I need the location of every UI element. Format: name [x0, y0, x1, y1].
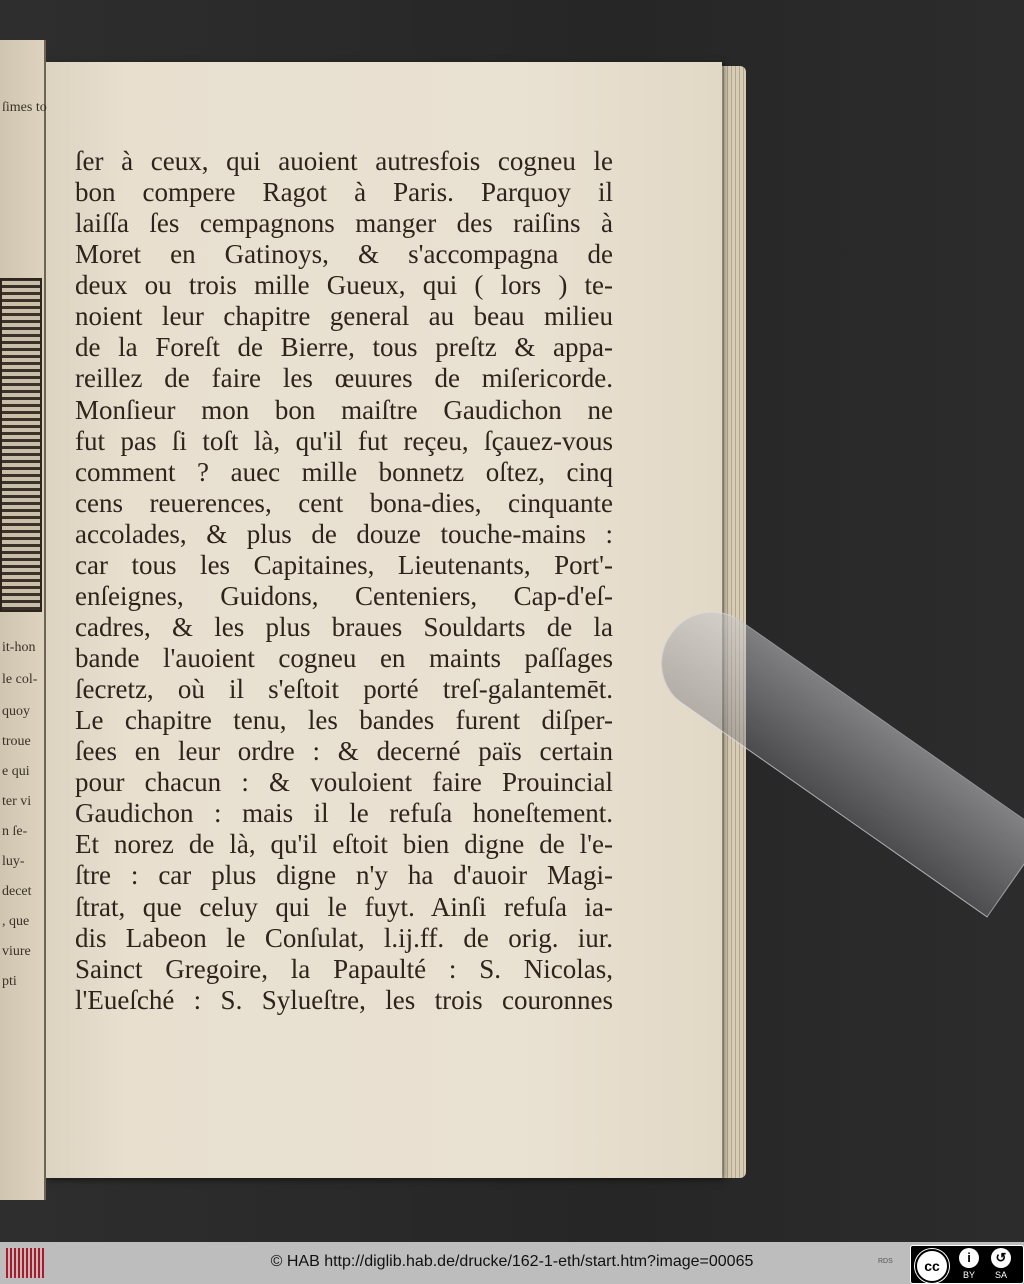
- text-line: bon compere Ragot à Paris. Parquoy il: [75, 177, 613, 208]
- left-fragment: pti: [2, 974, 17, 989]
- text-line: bande l'auoient cogneu en maints paſſages: [75, 643, 613, 673]
- rds-label: RDS: [878, 1258, 893, 1265]
- left-fragment: decet: [2, 884, 32, 899]
- left-fragment: quoy: [2, 704, 30, 719]
- text-line: noient leur chapitre general au beau milieu: [75, 301, 613, 332]
- left-fragment: , que: [2, 914, 30, 929]
- text-line: Gaudichon : mais il le refuſa honeſtement.: [75, 798, 613, 829]
- by-label: BY: [963, 1270, 976, 1280]
- left-fragment: ſimes to: [2, 100, 47, 115]
- text-line: dis Labeon le Conſulat, l.ij.ff. de orig. iur.: [75, 922, 613, 953]
- text-line: Le chapitre tenu, les bandes furent diſper-: [75, 705, 613, 736]
- page-text: [75, 146, 613, 1016]
- woodcut-illustration: [0, 278, 42, 612]
- sa-icon: ↺: [991, 1248, 1011, 1268]
- text-line: accolades, & plus de douze touche-mains :: [75, 518, 613, 549]
- left-fragment: luy-: [2, 854, 25, 869]
- left-fragment: le col-: [2, 672, 38, 687]
- text-line: ſtre : car plus digne n'y ha d'auoir Magi-: [75, 860, 613, 891]
- footer-bar: [0, 1242, 1024, 1284]
- left-page-edge: [0, 40, 46, 1200]
- text-line: l'Eueſché : S. Sylueſtre, les trois couronnes: [75, 984, 613, 1015]
- text-line: ſtrat, que celuy qui le fuyt. Ainſi refuſa ia-: [75, 891, 613, 922]
- cc-icon: cc: [915, 1249, 949, 1283]
- text-line: comment ? auec mille bonnetz oſtez, cinq: [75, 456, 613, 487]
- text-line: car tous les Capitaines, Lieutenants, Port'-: [75, 549, 613, 580]
- text-line: reillez de faire les œuures de miſericorde.: [75, 363, 613, 394]
- text-line: enſeignes, Guidons, Centeniers, Cap-d'eſ-: [75, 580, 613, 611]
- text-line: de la Foreſt de Bierre, tous preſtz & appa-: [75, 332, 613, 363]
- text-line: cens reuerences, cent bona-dies, cinquante: [75, 487, 613, 518]
- sa-label: SA: [995, 1270, 1008, 1280]
- text-line: laiſſa ſes cempagnons manger des raiſins à: [75, 208, 613, 239]
- cc-license-badge[interactable]: [910, 1245, 1024, 1284]
- left-fragment: ter vi: [2, 794, 32, 809]
- text-line: deux ou trois mille Gueux, qui ( lors ) te-: [75, 270, 613, 301]
- text-line: Monſieur mon bon maiſtre Gaudichon ne: [75, 394, 613, 425]
- text-line: ſees en leur ordre : & decerné païs certain: [75, 736, 613, 767]
- text-line: Moret en Gatinoys, & s'accompagna de: [75, 239, 613, 270]
- text-line: fut pas ſi toſt là, qu'il fut reçeu, ſçauez-vous: [75, 425, 613, 456]
- by-icon: i: [959, 1248, 979, 1268]
- text-line: ſecretz, où il s'eſtoit porté treſ-galantemēt.: [75, 674, 613, 705]
- text-line: Et norez de là, qu'il eſtoit bien digne de l'e-: [75, 829, 613, 860]
- left-fragment: n ſe-: [2, 824, 28, 839]
- text-line: ſer à ceux, qui auoient autresfois cogneu le: [75, 146, 613, 176]
- text-line: pour chacun : & vouloient faire Prouincial: [75, 767, 613, 798]
- left-fragment: viure: [2, 944, 31, 959]
- copyright-link[interactable]: © HAB http://diglib.hab.de/drucke/162-1-eth/start.htm?image=00065: [270, 1253, 754, 1270]
- left-fragment: e qui: [2, 764, 30, 779]
- left-fragment: it-hon: [2, 640, 36, 655]
- left-fragment: troue: [2, 734, 31, 749]
- text-line: cadres, & les plus braues Souldarts de la: [75, 611, 613, 642]
- text-line: Sainct Gregoire, la Papaulté : S. Nicolas,: [75, 953, 613, 984]
